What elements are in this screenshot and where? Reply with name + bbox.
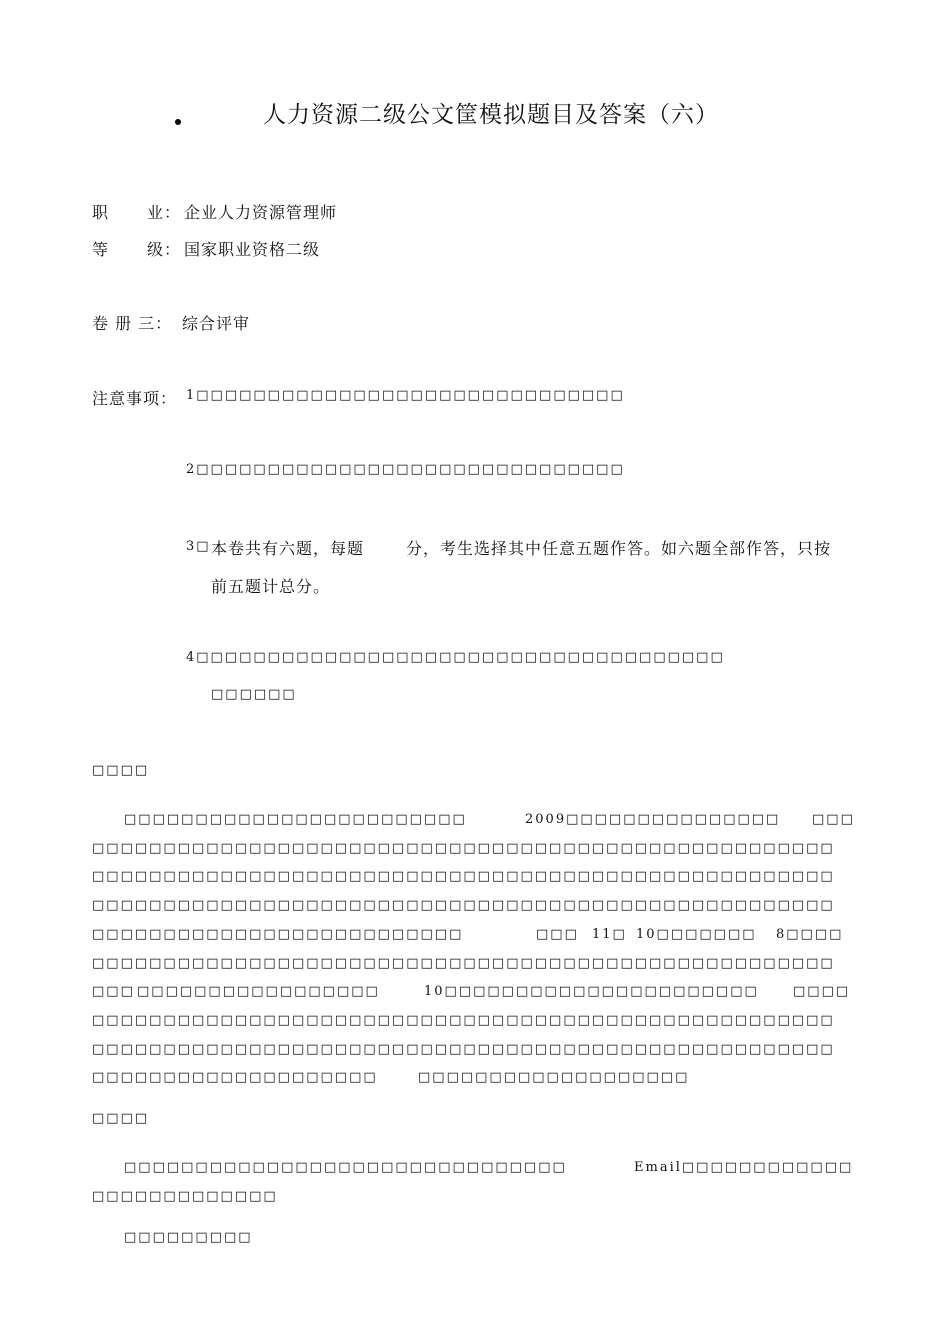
s1-line-7-d: □□□□ — [793, 984, 851, 999]
s2-line-1-a: □□□□□□□□□□□□□□□□□□□□□□□□□□□□□□□ — [124, 1160, 567, 1175]
section-1-heading: □□□□ — [92, 763, 150, 778]
volume-value: 综合评审 — [182, 314, 251, 333]
s2-line-1-b: Email□□□□□□□□□□□□ — [634, 1160, 854, 1175]
s1-line-8: □□□□□□□□□□□□□□□□□□□□□□□□□□□□□□□□□□□□□□□□□□□□□□□□□□□□ — [92, 1013, 835, 1028]
s2-line-2: □□□□□□□□□□□□□ — [92, 1189, 278, 1204]
note-2: 2□□□□□□□□□□□□□□□□□□□□□□□□□□□□□□ — [186, 462, 625, 477]
s1-line-2: □□□□□□□□□□□□□□□□□□□□□□□□□□□□□□□□□□□□□□□□□□□□□□□□□□□□ — [92, 841, 835, 856]
note-3-text-a: 本卷共有六题，每题 — [211, 539, 365, 558]
s1-line-5-b: □□□ — [536, 927, 579, 942]
s1-line-10-b: □□□□□□□□□□□□□□□□□□□ — [418, 1070, 690, 1085]
title-bullet — [175, 119, 181, 125]
s1-line-5-d: 10□□□□□□□ — [636, 927, 757, 942]
level-label-tail: 级： — [147, 240, 182, 259]
note-3-text-b: 分，考生选择其中任意五题作答。如六题全部作答，只按 — [406, 539, 832, 558]
level-value: 国家职业资格二级 — [184, 240, 321, 259]
s2-line-3: □□□□□□□□□ — [124, 1230, 253, 1245]
s1-line-7-a: □□□ — [92, 984, 135, 999]
s1-line-5-a: □□□□□□□□□□□□□□□□□□□□□□□□□□ — [92, 927, 464, 942]
note-1: 1□□□□□□□□□□□□□□□□□□□□□□□□□□□□□□ — [186, 388, 625, 403]
occupation-value: 企业人力资源管理师 — [184, 203, 338, 222]
s1-line-7-b: □□□□□□□□□□□□□□□□□ — [137, 984, 380, 999]
note-3-number: 3□ — [186, 539, 211, 554]
volume-label: 卷 册 三： — [92, 314, 173, 333]
section-2-heading: □□□□ — [92, 1111, 150, 1126]
level-label: 等 — [92, 240, 110, 259]
s1-line-4: □□□□□□□□□□□□□□□□□□□□□□□□□□□□□□□□□□□□□□□□□□□□□□□□□□□□ — [92, 898, 835, 913]
s1-line-1-b: 2009□□□□□□□□□□□□□□□ — [525, 812, 781, 827]
occupation-label-tail: 业： — [147, 203, 182, 222]
page-title: 人力资源二级公文筐模拟题目及答案（六） — [263, 102, 719, 128]
s1-line-6: □□□□□□□□□□□□□□□□□□□□□□□□□□□□□□□□□□□□□□□□□□□□□□□□□□□□ — [92, 956, 835, 971]
s1-line-1-a: □□□□□□□□□□□□□□□□□□□□□□□□ — [124, 812, 467, 827]
s1-line-7-c: 10□□□□□□□□□□□□□□□□□□□□□□ — [424, 984, 759, 999]
s1-line-5-e: 8□□□□ — [776, 927, 844, 942]
note-3-line-2: 前五题计总分。 — [211, 577, 331, 596]
s1-line-10-a: □□□□□□□□□□□□□□□□□□□□ — [92, 1070, 378, 1085]
note-4-line-2: □□□□□□ — [211, 687, 297, 702]
note-4: 4□□□□□□□□□□□□□□□□□□□□□□□□□□□□□□□□□□□□□ — [186, 650, 725, 665]
s1-line-5-c: 11□ — [592, 927, 627, 942]
s1-line-9: □□□□□□□□□□□□□□□□□□□□□□□□□□□□□□□□□□□□□□□□□□□□□□□□□□□□ — [92, 1042, 835, 1057]
occupation-label: 职 — [92, 203, 110, 222]
s1-line-1-c: □□□ — [812, 812, 855, 827]
s1-line-3: □□□□□□□□□□□□□□□□□□□□□□□□□□□□□□□□□□□□□□□□□□□□□□□□□□□□ — [92, 869, 835, 884]
notes-label: 注意事项： — [92, 389, 178, 408]
